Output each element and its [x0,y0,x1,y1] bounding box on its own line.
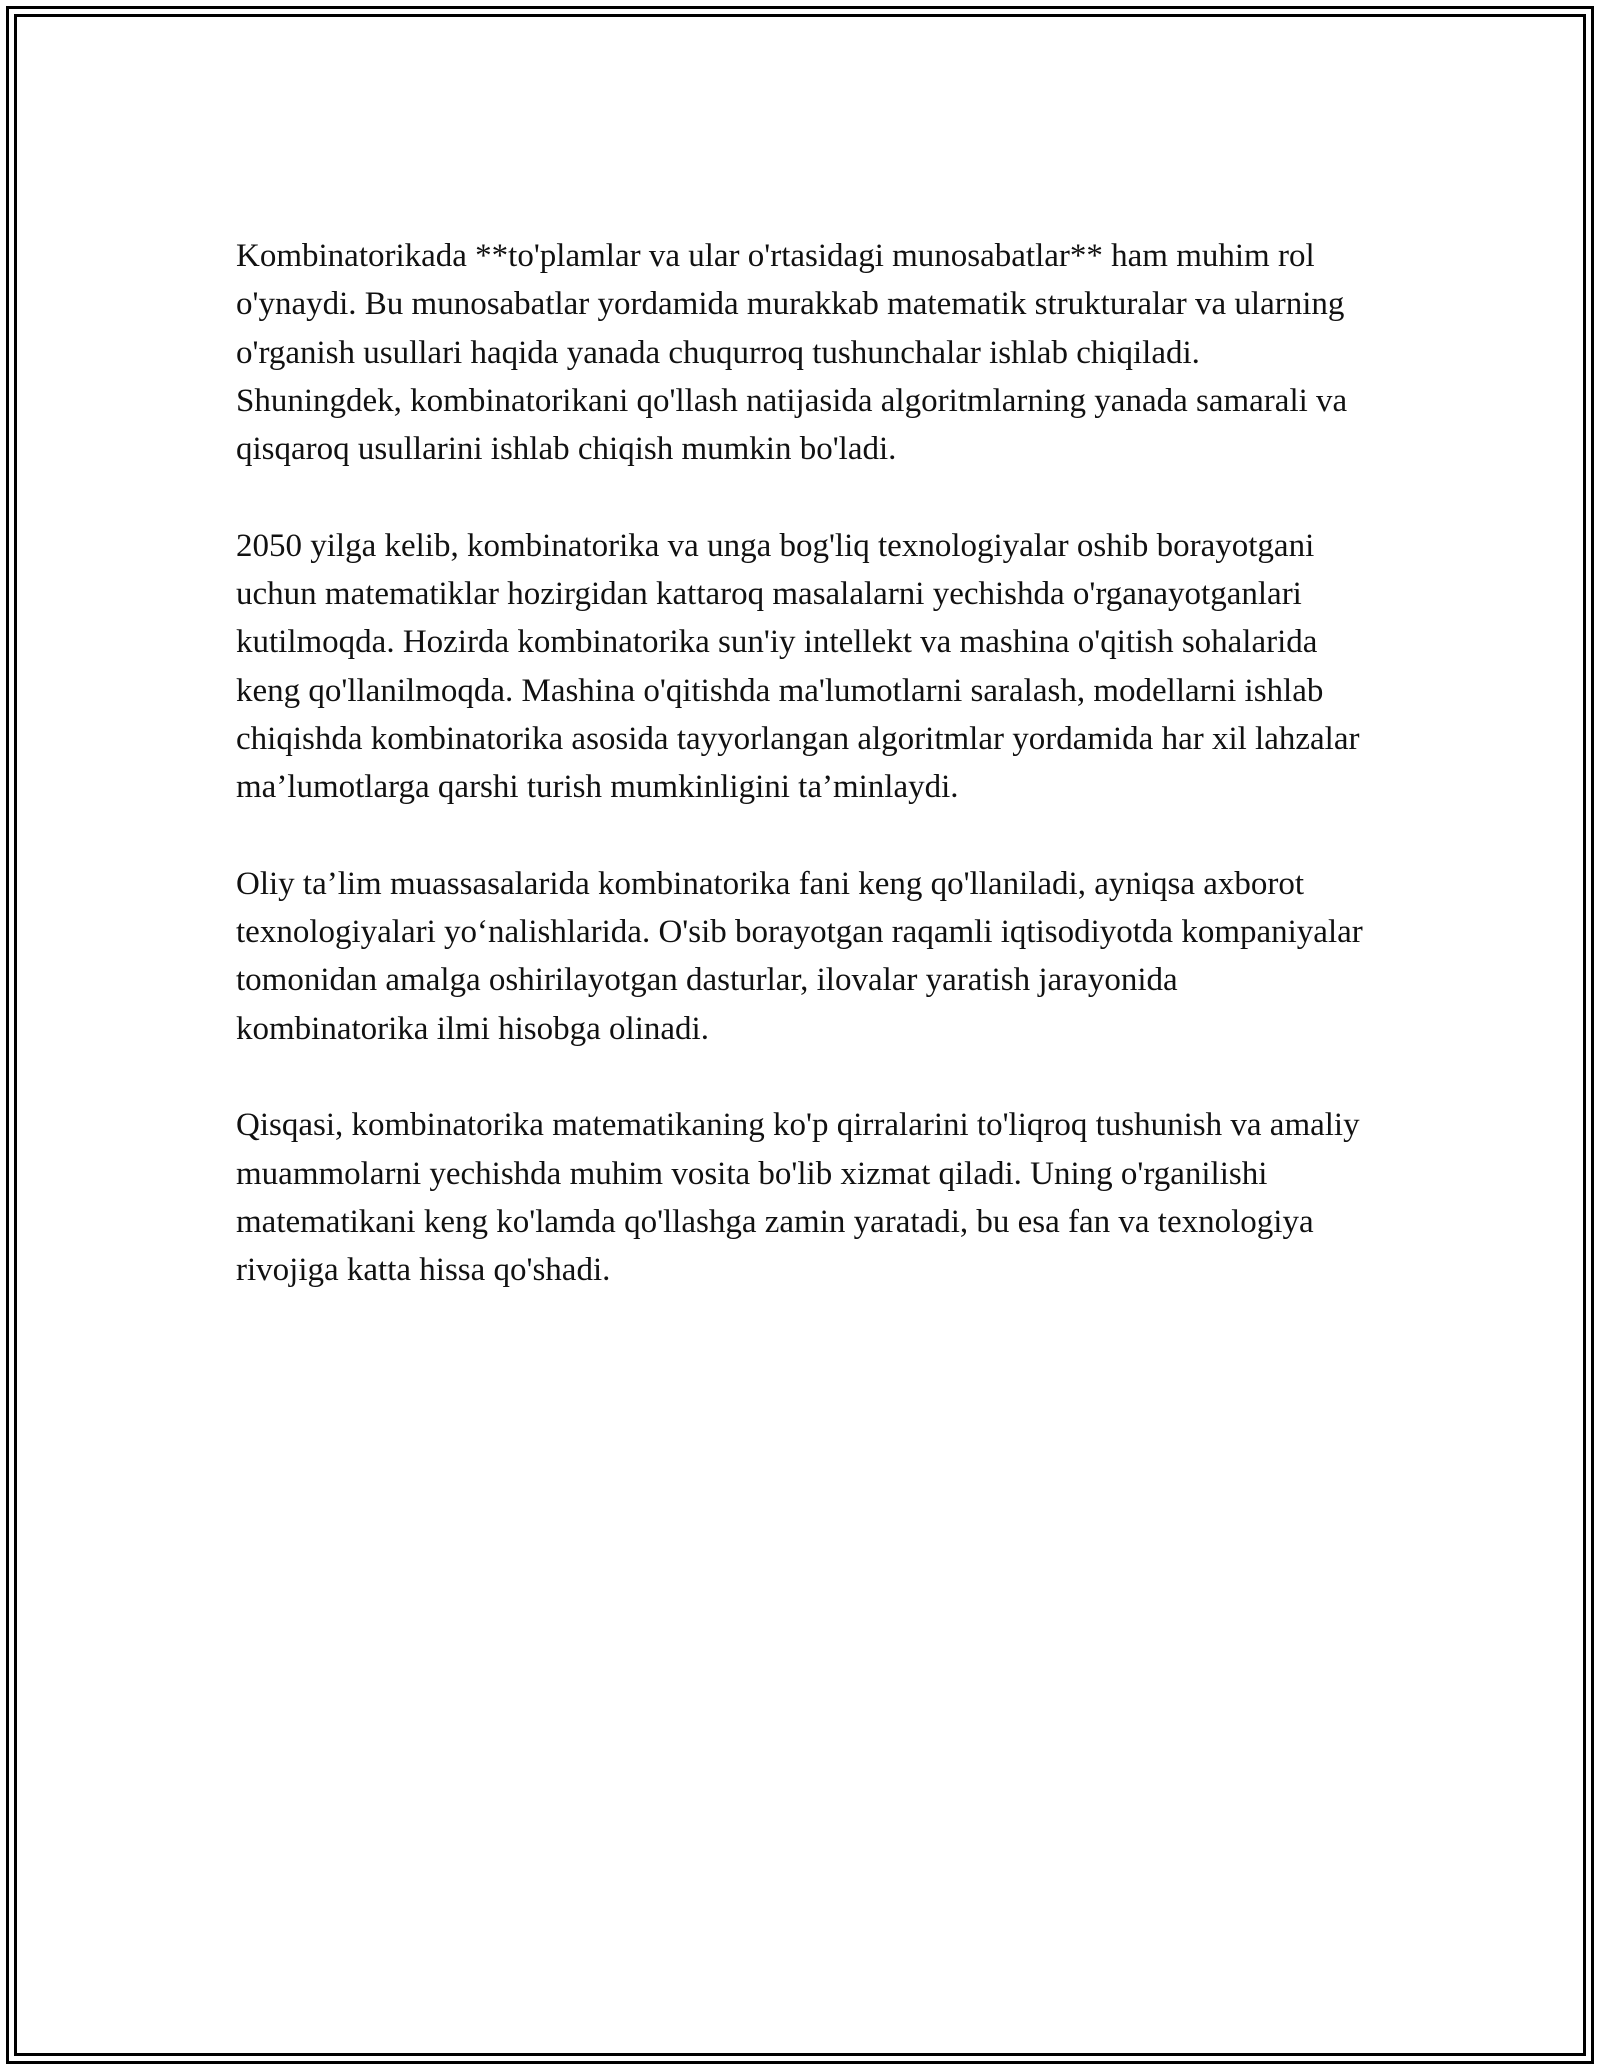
paragraph: Qisqasi, kombinatorika matematikaning ko'p qirralarini to'liqroq tushunish va amaliy muammolarni yechishda muhim vosita bo'lib xizmat qiladi. Uning o'rganilishi matematikani keng ko'lamda qo'llashga zamin yaratadi, bu esa fan va texnologiya rivojiga katta hissa qo'shadi. [236,1107,1360,1289]
paragraph: 2050 yilga kelib, kombinatorika va unga bog'liq texnologiyalar oshib borayotgani uchun matematiklar hozirgidan kattaroq masalalarni yechishda o'rganayotganlari kutilmoqda. Hozirda kombinatorika sun'iy intellekt va mashina o'qitish sohalarida keng qo'llanilmoqda. Mashina o'qitishda ma'lumotlarni saralash, modellarni ishlab chiqishda kombinatorika asosida tayyorlangan algoritmlar yordamida har xil lahzalar ma’lumotlarga qarshi turish mumkinligini ta’minlaydi. [236,527,1360,806]
paragraph: Kombinatorikada **to'plamlar va ular o'rtasidagi munosabatlar** ham muhim rol o'ynaydi. Bu munosabatlar yordamida murakkab matematik strukturalar va ularning o'rganish usullari haqida yanada chuqurroq tushunchalar ishlab chiqiladi. Shuningdek, kombinatorikani qo'llash natijasida algoritmlarning yanada samarali va qisqaroq usullarini ishlab chiqish mumkin bo'ladi. [236,238,1348,468]
document-body [236,232,1366,1343]
paragraph: Oliy ta’lim muassasalarida kombinatorika fani keng qo'llaniladi, ayniqsa axborot texnologiyalari yo‘nalishlarida. O'sib borayotgan raqamli iqtisodiyotda kompaniyalar tomonidan amalga oshirilayotgan dasturlar, ilovalar yaratish jarayonida kombinatorika ilmi hisobga olinadi. [236,865,1363,1047]
